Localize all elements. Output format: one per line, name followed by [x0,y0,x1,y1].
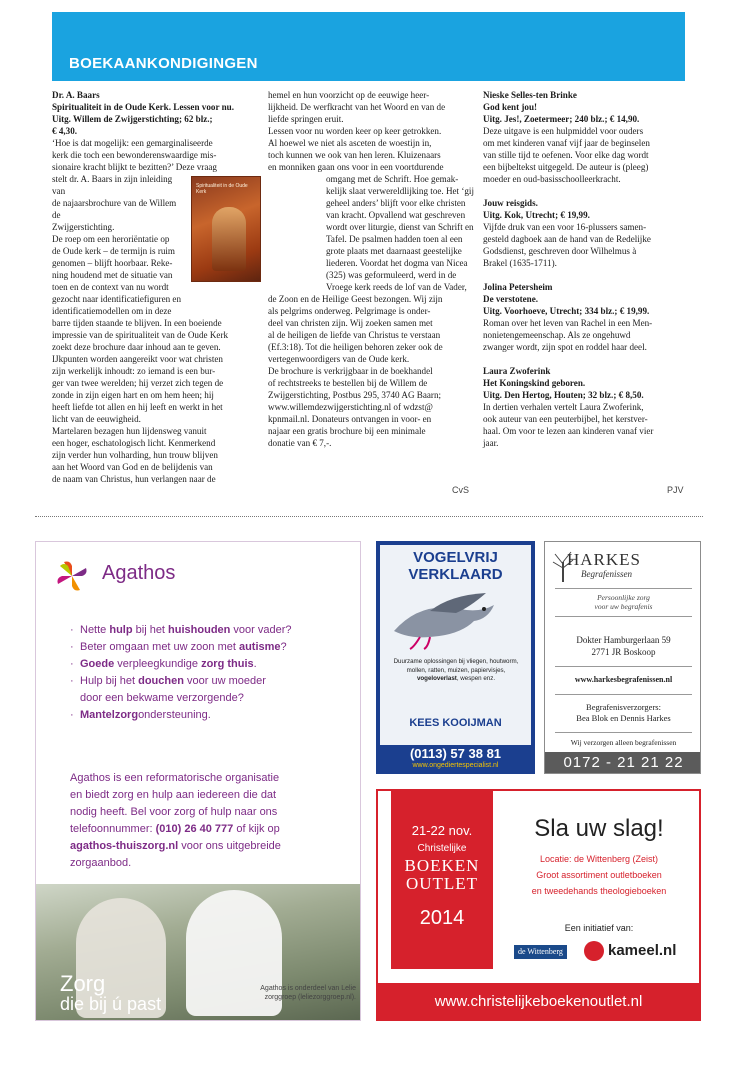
book-price: € 4,30. [52,126,78,136]
review-line: moeder en oud-basisschoolleerkracht. [483,174,621,184]
book-cover-title: Spiritualiteit in de Oude Kerk [196,183,248,195]
review-line: Vijfde druk van een voor 16-plussers samen- [483,222,647,232]
agathos-phone[interactable]: (010) 26 40 777 [155,823,234,835]
review-line: kerk die toch een bewonderenswaardige mis- [52,150,217,160]
harkes-title: HARKES [567,550,642,569]
harkes-tagline: Wij verzorgen alleen begrafenissen [570,738,677,747]
review-line: ger van twee werelden; hij verzet zich tegen de [52,378,224,388]
review-line: geheel anders’ blijft voor elke christen [326,198,466,208]
agathos-logo-icon [54,558,90,594]
outlet-year: 2014 [419,907,465,929]
review-line: de najaarsbrochure van de Willem de [52,198,177,220]
review-line: gesteld dagboek aan de hand van de Redelijke [483,234,651,244]
review-line: Roman over het leven van Rachel in een Men- [483,318,653,328]
review-line: toen en de context van nu wordt [52,282,169,292]
review-line: (325) was geformuleerd, werd in de [326,270,457,280]
list-item: · Mantelzorgondersteuning. [70,707,360,724]
divider [555,616,692,617]
agathos-body-text [70,770,356,872]
review-line: ning houdend met de situatie van [52,270,173,280]
review-line: liefde springen eruit. [268,114,344,124]
list-item-continuation: door een bekwame verzorgende? [80,692,244,704]
review-line: Zwijgerstichting, Postbus 295, 3740 AG Baarn; [268,390,442,400]
review-line: om met kinderen vanaf vijf jaar de beginselen [483,138,650,148]
body-line: agathos-thuiszorg.nl voor ons uitgebreide [70,840,281,852]
review-line: IJkpunten worden aangereikt voor wat christen [52,354,223,364]
outlet-website-link[interactable]: www.christelijkeboekenoutlet.nl [434,993,643,1010]
harkes-carers: Begrafenisverzorgers: Bea Blok en Dennis Harkes [576,702,671,723]
wittenberg-logo: de Wittenberg [514,945,567,959]
review-line: (Ef.3:18). Tot die heiligen behoren zeker ook de [268,342,443,352]
review-line: ‘Hoe is dat mogelijk: een gemarginaliseerde [52,138,213,148]
review-line: kpnmail.nl. Donateurs ontvangen in voor- en [268,414,432,424]
body-line: Agathos is een reformatorische organisatie [70,772,280,784]
review-line: Zwijgerstichting. [52,222,115,232]
body-line: telefoonnummer: (010) 26 40 777 of kijk op [70,823,280,835]
review-line: Brakel (1635-1711). [483,258,557,268]
book-title: Jouw reisgids. [483,198,538,208]
vogelvrij-description: Duurzame oplossingen bij vliegen, houtworm, mollen, ratten, muizen, papiervisjes, vogeloverlast, wespen enz. [393,658,519,682]
book-cover-image [191,176,261,282]
review-line: barre tijden staande te blijven. In een boeiende [52,318,222,328]
review-column-1 [52,89,261,485]
book-title: De verstotene. [483,294,539,304]
book-author: Jolina Petersheim [483,282,553,292]
book-author: Nieske Selles-ten Brinke [483,90,577,100]
review-line: liederen. Voordat het dogma van Nicea [326,258,468,268]
outlet-headline: Sla uw slag! [534,815,664,842]
review-line: een bijbeltekst uitgegeld. De auteur is (pleeg) [483,162,649,172]
review-line: zijn werkelijk inhoudt: zo iemand is een bur- [52,366,216,376]
reviewer-signature: CvS [452,485,470,495]
review-line: omgang met de Schrift. Hoe gemak- [326,174,459,184]
agathos-name: Agathos [102,562,176,584]
book-title: God kent jou! [483,102,538,112]
review-line: Al hoewel we niet als asceten de woestijn in, [268,138,432,148]
list-item: · Beter omgaan met uw zoon met autisme? [70,639,360,656]
book-publisher: Uitg. Den Hertog, Houten; 32 blz.; € 8,50. [483,390,644,400]
outlet-initiative-label: Een initiatief van: [564,923,634,933]
review-line: de Oude kerk – de termijn is ruim [52,246,175,256]
agathos-service-list [70,622,360,724]
book-author: Dr. A. Baars [52,90,100,100]
review-line: jaar. [483,438,499,448]
agathos-slogan: Zorg die bij ú past [60,971,162,1014]
review-line: deel van christen zijn. Wij zoeken samen met [268,318,433,328]
review-line: al de heiligen de liefde van Christus te verstaan [268,330,441,340]
review-line: lijkheid. De werfkracht van het Woord en van de [268,102,446,112]
review-line: stelt dr. A. Baars in zijn inleiding van [52,174,173,196]
list-item: · Hulp bij het douchen voor uw moeder [70,673,360,690]
review-line: haal. Om voor te lezen aan kinderen vanaf vier [483,426,654,436]
section-title: BOEKAANKONDIGINGEN [69,55,258,72]
list-item: · Goede verpleegkundige zorg thuis. [70,656,360,673]
review-line: ook auteur van een peuterbijbel, het kerstver- [483,414,648,424]
vogelvrij-panel [380,545,531,745]
harkes-ad[interactable] [544,541,701,774]
review-line: heeft liefde tot allen en hij leeft en werkt in het [52,402,223,412]
outlet-name: BOEKEN OUTLET [404,856,480,893]
review-line: De roep om een heroriëntatie op [52,234,170,244]
book-title: Het Koningskind geboren. [483,378,586,388]
outlet-info: Locatie: de Wittenberg (Zeist) Groot assortiment outletboeken en tweedehands theologieboeken [531,854,667,896]
harkes-website-link[interactable]: www.harkesbegrafenissen.nl [574,675,673,684]
review-line: wordt over liturgie, dienst van Schrift en [326,222,474,232]
agathos-photo [36,884,361,1021]
outlet-date: 21-22 nov. [411,823,473,838]
body-line: nodig heeft. Bel voor zorg of hulp naar ons [70,806,278,818]
book-publisher: Uitg. Voorhoeve, Utrecht; 334 blz.; € 19,99. [483,306,650,316]
review-line: najaar een gratis brochure bij een minimale [268,426,426,436]
harkes-phone[interactable]: 0172 - 21 21 22 [563,754,684,771]
vogelvrij-ad[interactable] [376,541,535,774]
vogelvrij-title: VOGELVRIJ VERKLAARD [408,549,503,583]
review-line: grote plaats met daarnaast geestelijke [326,246,462,256]
review-line: Deze uitgave is een hulpmiddel voor ouders [483,126,644,136]
divider [555,732,692,733]
book-cover-figure [212,207,246,271]
outlet-partner-logos [514,941,694,963]
book-publisher: Uitg. Kok, Utrecht; € 19,99. [483,210,590,220]
body-line: en biedt zorg en hulp aan iedereen die dat [70,789,277,801]
vogelvrij-phone[interactable]: (0113) 57 38 81 [409,746,502,761]
review-line: aan het Woord van God en de belijdenis van [52,462,213,472]
review-line: zwanger wordt, zijn spot en roddel haar deel. [483,342,647,352]
book-publisher: Uitg. Willem de Zwijgerstichting; 62 blz.; [52,114,213,124]
harkes-subtitle: Begrafenissen [581,569,632,579]
book-author: Laura Zwoferink [483,366,551,376]
review-column-2 [268,89,476,449]
vogelvrij-website-link[interactable]: www.ongediertespecialist.nl [412,762,499,769]
review-line: van kracht. Opvallend wat geschreven [326,210,466,220]
reviewer-signature: PJV [667,485,684,495]
list-item: · Nette hulp bij het huishouden voor vader? [70,622,360,639]
camel-icon [584,941,604,961]
harkes-motto: Persoonlijke zorg voor uw begrafenis [594,593,653,611]
review-line: Martelaren bezagen hun lijdensweg vanuit [52,426,207,436]
agathos-ad[interactable] [35,541,361,1021]
review-line: impressie van de spiritualiteit van de Oude Kerk [52,330,229,340]
review-line: hemel en hun voorzicht op de eeuwige heer- [268,90,430,100]
review-line: gezocht naar identificatiefiguren en [52,294,182,304]
review-line: De brochure is verkrijgbaar in de boekhandel [268,366,433,376]
review-line: en monniken gaan ons voor in een voortdurende [268,162,444,172]
boeken-outlet-ad[interactable] [376,789,701,1021]
pigeon-icon [390,591,500,651]
divider [555,588,692,589]
book-title: Spiritualiteit in de Oude Kerk. Lessen voor nu. [52,102,234,112]
review-line: vertegenwoordigers van de Oude kerk. [268,354,410,364]
review-line: Lessen voor nu worden keer op keer getrokken. [268,126,442,136]
divider [555,694,692,695]
outlet-christelijke: Christelijke [417,843,467,854]
kameel-logo: kameel.nl [608,942,677,959]
body-line: zorgaanbod. [70,857,132,869]
review-line: identificatiemodellen om in deze [52,306,172,316]
review-line: Godsdienst, geschreven door Wilhelmus à [483,246,637,256]
review-line: sionaire kracht blijkt te bezitten?’ Deze vraag [52,162,217,172]
review-line: kelijk slaat verwereldlijking toe. Het ‘gij [326,186,474,196]
divider [555,666,692,667]
review-line: Tafel. De psalmen hadden toen al een [326,234,463,244]
review-line: donatie van € 7,-. [268,438,332,448]
review-line: zonde in zijn eigen hart en om hem heen; hij [52,390,214,400]
review-line: zijn verder hun volharding, hun trouw blijven [52,450,218,460]
agathos-subtext: Agathos is onderdeel van Lelie zorggroep (leliezorggroep.nl). [260,985,356,1001]
book-publisher: Uitg. Jes!, Zoetermeer; 240 blz.; € 14,90. [483,114,640,124]
review-line: zoekt deze brochure daar inhoud aan te geven. [52,342,221,352]
review-line: licht van de eeuwigheid. [52,414,141,424]
review-line: of rechtstreeks te bestellen bij de Willem de [268,378,428,388]
review-line: van stille tijd te oefenen. Voor elke dag wordt [483,150,649,160]
review-line: www.willemdezwijgerstichting.nl of wdzst@ [268,402,433,412]
harkes-address: Dokter Hamburgerlaan 59 2771 JR Boskoop [576,635,671,657]
review-line: een hoger, eschatologisch licht. Kenmerkend [52,438,216,448]
review-line: de Zoon en de Heilige Geest bezongen. Wij zijn [268,294,443,304]
review-line: als pelgrims onderweg. Pelgrimage is onder- [268,306,431,316]
agathos-website-link[interactable]: agathos-thuiszorg.nl [70,840,179,852]
review-column-3 [483,89,688,449]
section-divider [35,516,703,517]
kees-kooijman-logo: KEES KOOIJMAN [409,717,502,729]
review-line: nonietengemeenschap. Als ze ongehuwd [483,330,631,340]
review-line: In dertien verhalen vertelt Laura Zwoferink, [483,402,644,412]
review-line: toch kunnen we ook van hen leren. Kluizenaars [268,150,441,160]
review-line: genomen – blijft hoorbaar. Reke- [52,258,173,268]
review-line: de naam van Christus, hun verlangen naar de [52,474,216,484]
review-line: Vroege kerk reeds de lof van de Vader, [326,282,467,292]
